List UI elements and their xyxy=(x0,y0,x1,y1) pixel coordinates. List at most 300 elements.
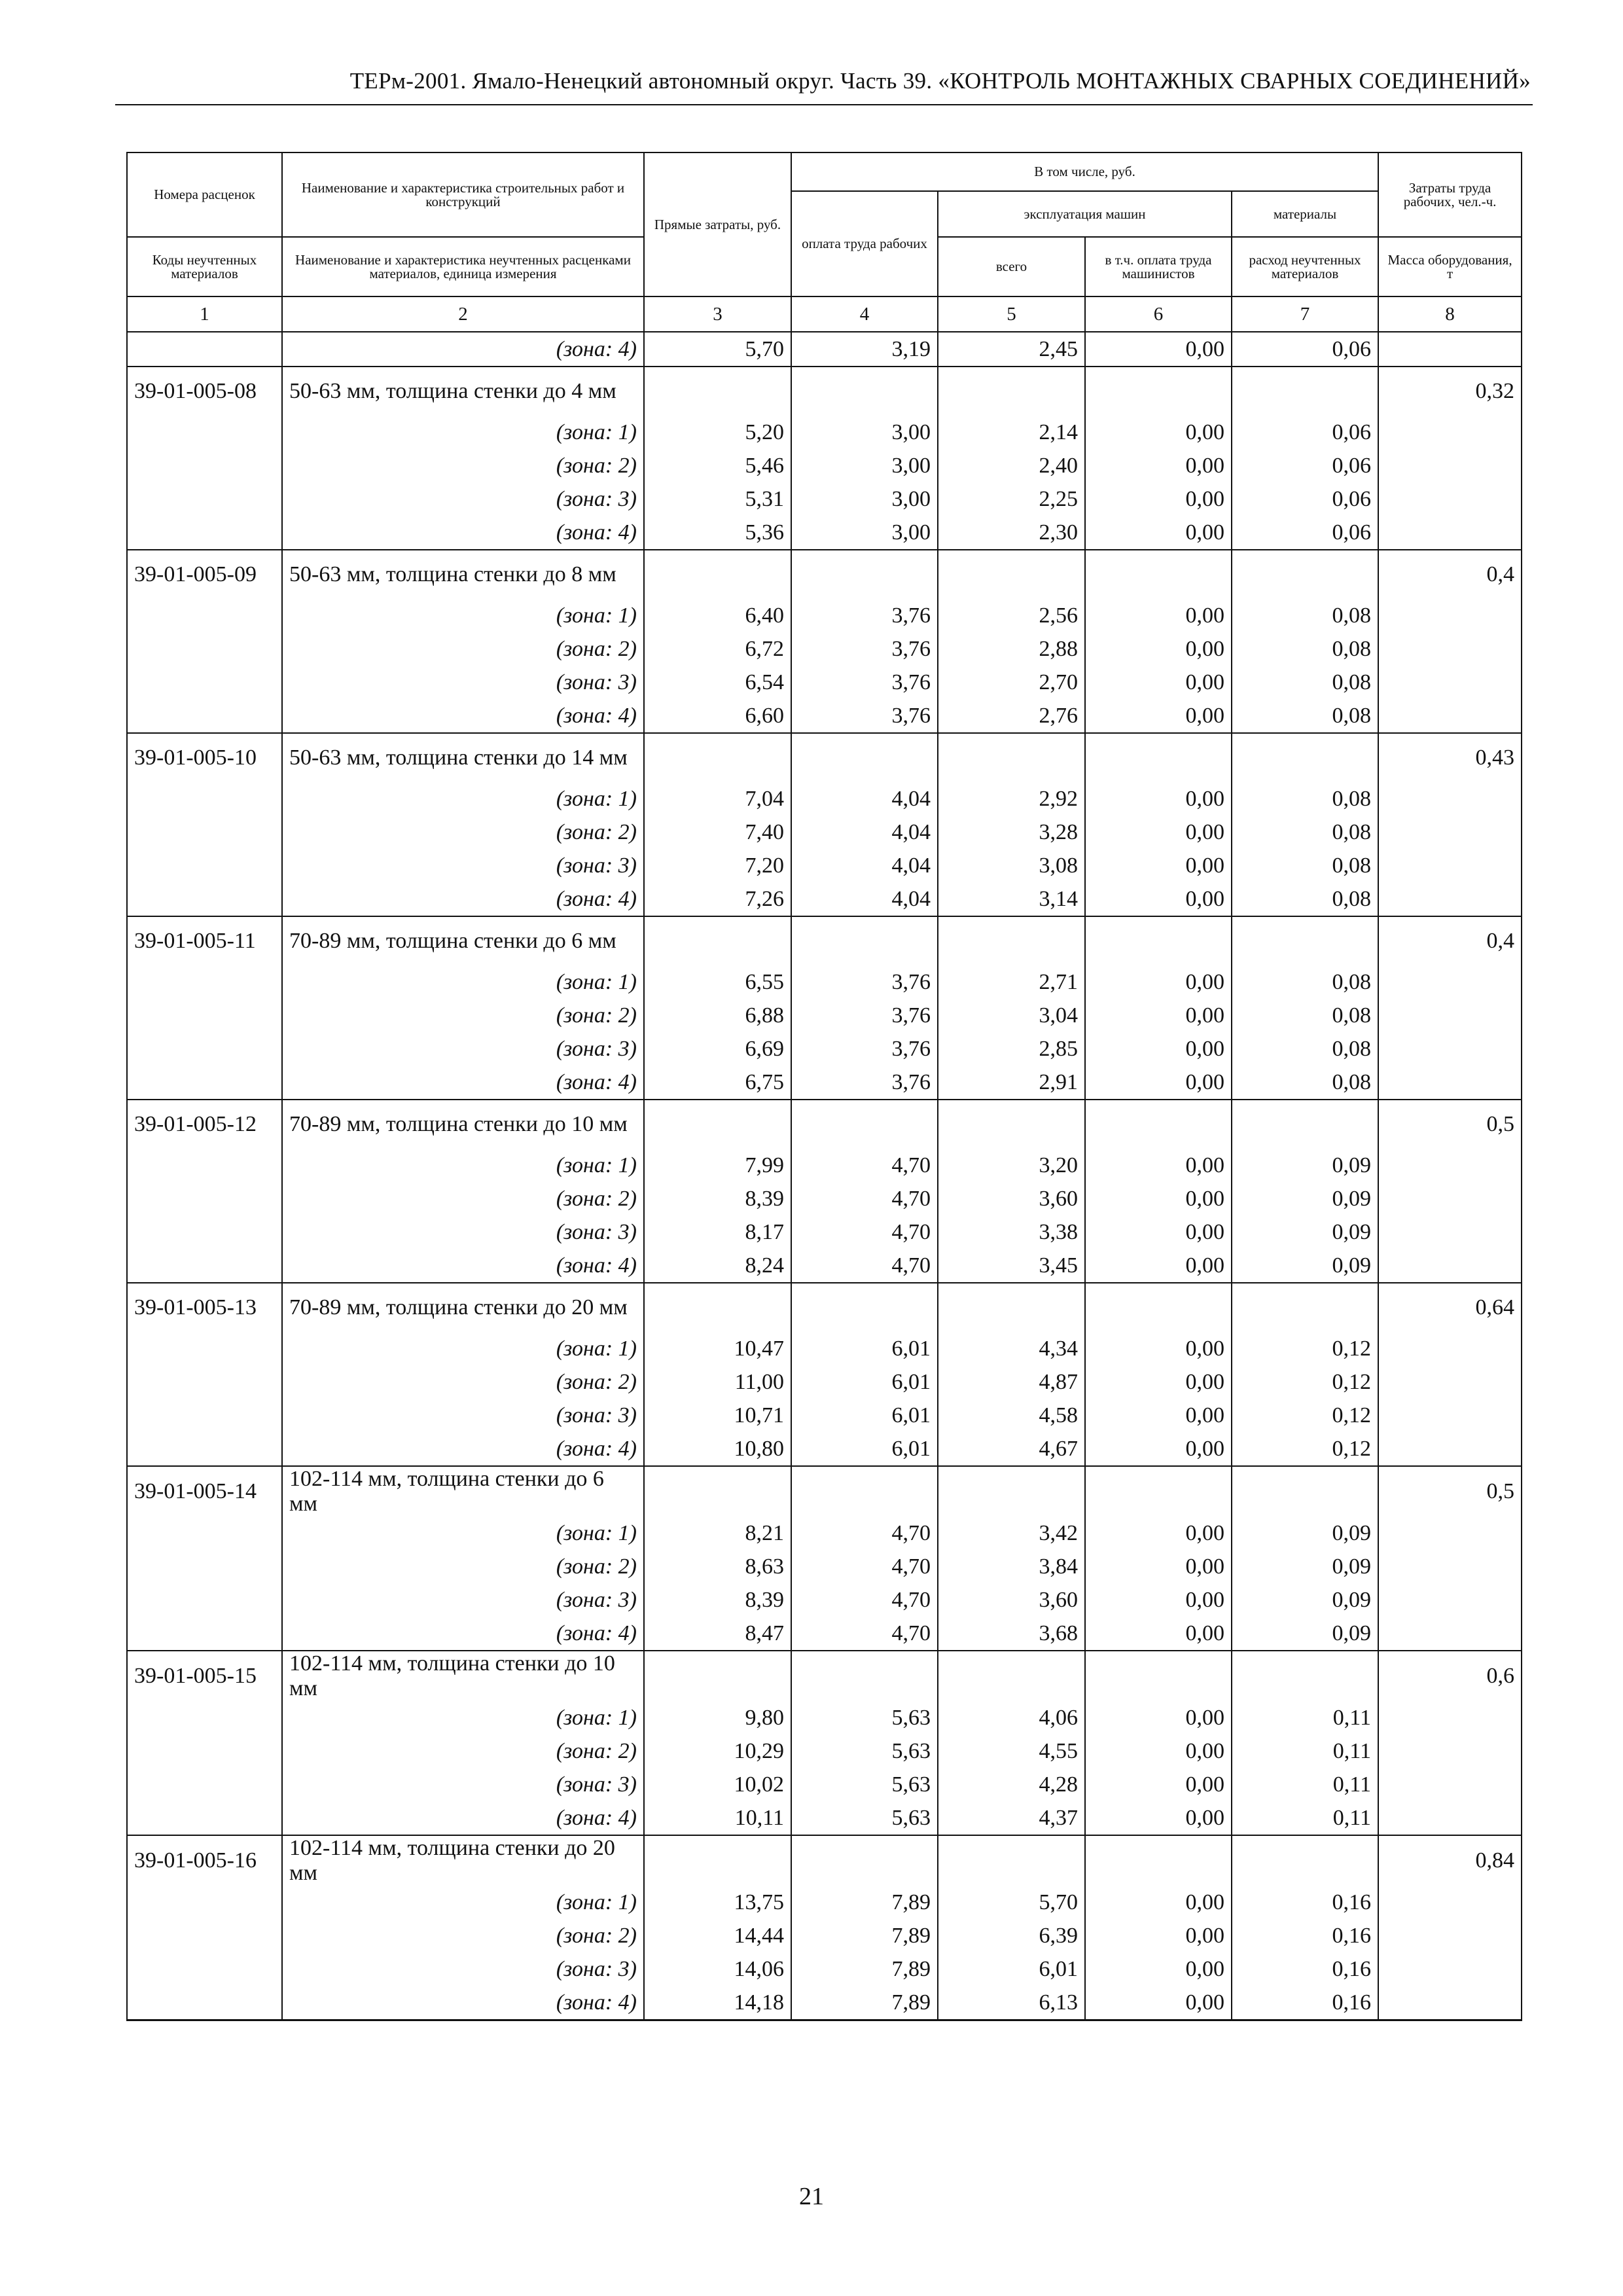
cell-labor-pay: 6,01 xyxy=(791,1365,938,1399)
cell-labor-hours xyxy=(1378,1768,1522,1801)
cell-labor-pay: 6,01 xyxy=(791,1432,938,1466)
cell-labor-hours xyxy=(1378,1032,1522,1066)
cell-materials: 0,12 xyxy=(1232,1332,1378,1365)
table-row-zone xyxy=(127,816,1522,849)
cell-direct-cost: 10,29 xyxy=(644,1734,791,1768)
cell-labor-pay: 4,04 xyxy=(791,849,938,882)
table-row-zone xyxy=(127,882,1522,916)
cell-zone: (зона: 1) xyxy=(282,1701,644,1734)
table-row-rate xyxy=(127,916,1522,965)
table-row xyxy=(127,332,1522,367)
cell-machines-total: 6,01 xyxy=(938,1952,1085,1986)
cell-direct-cost: 14,06 xyxy=(644,1952,791,1986)
header-col2-bottom: Наименование и характеристика неучтенных расценками материалов, единица измерения xyxy=(282,237,644,296)
cell-work-name: 70-89 мм, толщина стенки до 6 мм xyxy=(282,916,644,965)
cell-machines-total: 6,13 xyxy=(938,1986,1085,2020)
table-row-rate xyxy=(127,1100,1522,1149)
cell-labor-hours xyxy=(1378,816,1522,849)
cell-machines-total: 3,28 xyxy=(938,816,1085,849)
cell-direct-cost: 10,02 xyxy=(644,1768,791,1801)
cell-zone: (зона: 4) xyxy=(282,1801,644,1835)
cell-labor-pay: 3,76 xyxy=(791,632,938,666)
table-row-zone xyxy=(127,632,1522,666)
cell-labor-hours xyxy=(1378,1919,1522,1952)
cell-labor-pay xyxy=(791,1283,938,1332)
cell-direct-cost xyxy=(644,550,791,599)
cell-direct-cost: 13,75 xyxy=(644,1886,791,1919)
cell-labor-pay: 6,01 xyxy=(791,1399,938,1432)
cell-zone: (зона: 4) xyxy=(282,882,644,916)
cell-labor-hours xyxy=(1378,516,1522,550)
cell-labor-pay: 5,63 xyxy=(791,1701,938,1734)
cell-machines-total xyxy=(938,550,1085,599)
cell-materials: 0,16 xyxy=(1232,1919,1378,1952)
cell-zone: (зона: 3) xyxy=(282,1583,644,1617)
cell-materials: 0,09 xyxy=(1232,1550,1378,1583)
cell-rate-code: 39-01-005-13 xyxy=(127,1283,282,1332)
cell-labor-hours xyxy=(1378,782,1522,816)
cell-labor-hours: 0,4 xyxy=(1378,550,1522,599)
cell-direct-cost: 6,60 xyxy=(644,699,791,733)
cell-materials xyxy=(1232,1466,1378,1516)
cell-code xyxy=(127,516,282,550)
cell-code xyxy=(127,1149,282,1182)
cell-code xyxy=(127,882,282,916)
cell-labor-hours: 0,5 xyxy=(1378,1100,1522,1149)
cell-machines-total: 2,92 xyxy=(938,782,1085,816)
cell-machines-total: 3,68 xyxy=(938,1617,1085,1651)
cell-code xyxy=(127,1516,282,1550)
cell-direct-cost: 9,80 xyxy=(644,1701,791,1734)
cell-code xyxy=(127,599,282,632)
cell-direct-cost xyxy=(644,733,791,782)
cell-machines-total: 2,85 xyxy=(938,1032,1085,1066)
cell-machines-total: 3,14 xyxy=(938,882,1085,916)
cell-machinist-pay: 0,00 xyxy=(1085,416,1232,449)
cell-machinist-pay: 0,00 xyxy=(1085,516,1232,550)
cell-materials: 0,16 xyxy=(1232,1986,1378,2020)
cell-labor-hours xyxy=(1378,1886,1522,1919)
column-number: 2 xyxy=(282,296,644,332)
cell-labor-pay xyxy=(791,1835,938,1886)
cell-labor-pay xyxy=(791,1100,938,1149)
cell-code xyxy=(127,632,282,666)
cell-direct-cost: 6,88 xyxy=(644,999,791,1032)
cell-machinist-pay: 0,00 xyxy=(1085,1432,1232,1466)
header-col2-top: Наименование и характеристика строительных работ и конструкций xyxy=(282,152,644,237)
cell-materials xyxy=(1232,916,1378,965)
cell-materials xyxy=(1232,550,1378,599)
header-col8-top: Затраты труда рабочих, чел.-ч. xyxy=(1378,152,1522,237)
cell-materials: 0,08 xyxy=(1232,666,1378,699)
cell-machines-total: 2,88 xyxy=(938,632,1085,666)
cell-materials: 0,16 xyxy=(1232,1952,1378,1986)
cell-machinist-pay: 0,00 xyxy=(1085,816,1232,849)
cell-code xyxy=(127,666,282,699)
cell-labor-hours xyxy=(1378,332,1522,367)
cell-materials: 0,09 xyxy=(1232,1516,1378,1550)
cell-direct-cost: 8,21 xyxy=(644,1516,791,1550)
cell-zone: (зона: 2) xyxy=(282,1734,644,1768)
cell-zone: (зона: 3) xyxy=(282,1952,644,1986)
cell-machines-total xyxy=(938,1466,1085,1516)
cell-direct-cost: 5,46 xyxy=(644,449,791,482)
cell-machines-total xyxy=(938,733,1085,782)
cell-direct-cost: 7,99 xyxy=(644,1149,791,1182)
cell-code xyxy=(127,1952,282,1986)
cell-direct-cost: 14,44 xyxy=(644,1919,791,1952)
cell-code xyxy=(127,1365,282,1399)
cell-labor-hours xyxy=(1378,1734,1522,1768)
table-row-zone xyxy=(127,965,1522,999)
table-row-zone xyxy=(127,1365,1522,1399)
cell-labor-pay: 3,76 xyxy=(791,699,938,733)
table-header xyxy=(127,152,1522,332)
cell-machines-total: 3,42 xyxy=(938,1516,1085,1550)
table-row-zone xyxy=(127,1801,1522,1835)
header-col4: оплата труда рабочих xyxy=(791,191,938,296)
cell-labor-hours: 0,43 xyxy=(1378,733,1522,782)
table-row-zone xyxy=(127,849,1522,882)
cell-labor-pay: 4,04 xyxy=(791,882,938,916)
cell-machinist-pay: 0,00 xyxy=(1085,332,1232,367)
cell-code xyxy=(127,1032,282,1066)
cell-direct-cost: 7,40 xyxy=(644,816,791,849)
cell-machines-total xyxy=(938,1283,1085,1332)
header-col5: всего xyxy=(938,237,1085,296)
cell-rate-code: 39-01-005-10 xyxy=(127,733,282,782)
cell-machinist-pay: 0,00 xyxy=(1085,1149,1232,1182)
cell-labor-pay: 4,04 xyxy=(791,782,938,816)
table-row-rate xyxy=(127,733,1522,782)
cell-zone: (зона: 2) xyxy=(282,816,644,849)
cell-machines-total: 2,40 xyxy=(938,449,1085,482)
cell-code xyxy=(127,1215,282,1249)
table-row-zone xyxy=(127,1617,1522,1651)
cell-direct-cost: 7,26 xyxy=(644,882,791,916)
table-row-rate xyxy=(127,550,1522,599)
cell-machines-total: 2,14 xyxy=(938,416,1085,449)
table-row-rate xyxy=(127,1835,1522,1886)
cell-direct-cost: 5,20 xyxy=(644,416,791,449)
cell-zone: (зона: 1) xyxy=(282,1516,644,1550)
cell-materials: 0,06 xyxy=(1232,449,1378,482)
cell-machinist-pay: 0,00 xyxy=(1085,1182,1232,1215)
cell-machinist-pay: 0,00 xyxy=(1085,699,1232,733)
cell-machines-total: 3,20 xyxy=(938,1149,1085,1182)
cell-labor-hours xyxy=(1378,965,1522,999)
cell-labor-hours xyxy=(1378,1249,1522,1283)
cell-direct-cost: 8,17 xyxy=(644,1215,791,1249)
cell-labor-pay: 4,70 xyxy=(791,1550,938,1583)
cell-work-name: 50-63 мм, толщина стенки до 4 мм xyxy=(282,367,644,416)
cell-labor-pay: 3,00 xyxy=(791,516,938,550)
table-row-zone xyxy=(127,1701,1522,1734)
cell-zone: (зона: 4) xyxy=(282,1617,644,1651)
header-col1-bottom: Коды неучтенных материалов xyxy=(127,237,282,296)
table-row-zone xyxy=(127,1550,1522,1583)
cell-machinist-pay: 0,00 xyxy=(1085,782,1232,816)
cell-machines-total xyxy=(938,916,1085,965)
cell-machinist-pay: 0,00 xyxy=(1085,482,1232,516)
cell-machines-total: 2,70 xyxy=(938,666,1085,699)
table-row-zone xyxy=(127,1149,1522,1182)
cell-machines-total: 2,56 xyxy=(938,599,1085,632)
cell-labor-hours xyxy=(1378,1952,1522,1986)
cell-machinist-pay: 0,00 xyxy=(1085,965,1232,999)
cell-labor-pay: 4,04 xyxy=(791,816,938,849)
cell-machinist-pay xyxy=(1085,367,1232,416)
table-body xyxy=(127,332,1522,2020)
cell-code xyxy=(127,1986,282,2020)
cell-machinist-pay: 0,00 xyxy=(1085,1032,1232,1066)
document-header-title: ТЕРм-2001. Ямало-Ненецкий автономный округ. Часть 39. «КОНТРОЛЬ МОНТАЖНЫХ СВАРНЫХ СОЕДИНЕНИЙ» xyxy=(349,68,1531,94)
cell-labor-hours xyxy=(1378,1332,1522,1365)
cell-machinist-pay: 0,00 xyxy=(1085,1886,1232,1919)
cell-materials xyxy=(1232,367,1378,416)
cell-direct-cost: 10,47 xyxy=(644,1332,791,1365)
cell-labor-hours: 0,64 xyxy=(1378,1283,1522,1332)
cell-direct-cost: 5,31 xyxy=(644,482,791,516)
cell-machines-total: 2,91 xyxy=(938,1066,1085,1100)
cell-materials: 0,16 xyxy=(1232,1886,1378,1919)
cell-code xyxy=(127,1734,282,1768)
cell-rate-code: 39-01-005-15 xyxy=(127,1651,282,1701)
cell-machinist-pay: 0,00 xyxy=(1085,1801,1232,1835)
cell-labor-pay: 7,89 xyxy=(791,1986,938,2020)
table-row-zone xyxy=(127,1986,1522,2020)
table-row-zone xyxy=(127,1516,1522,1550)
cell-machinist-pay xyxy=(1085,1283,1232,1332)
cell-code xyxy=(127,1066,282,1100)
cell-zone: (зона: 1) xyxy=(282,1332,644,1365)
cell-machines-total: 3,04 xyxy=(938,999,1085,1032)
cell-machines-total: 2,76 xyxy=(938,699,1085,733)
cell-labor-hours xyxy=(1378,849,1522,882)
cell-machinist-pay: 0,00 xyxy=(1085,1952,1232,1986)
cell-direct-cost: 8,39 xyxy=(644,1583,791,1617)
cell-direct-cost xyxy=(644,1466,791,1516)
cell-code xyxy=(127,1399,282,1432)
cell-code xyxy=(127,1583,282,1617)
cell-direct-cost: 10,11 xyxy=(644,1801,791,1835)
cell-direct-cost: 6,75 xyxy=(644,1066,791,1100)
cell-materials: 0,11 xyxy=(1232,1768,1378,1801)
cell-zone: (зона: 2) xyxy=(282,1182,644,1215)
cell-labor-pay: 7,89 xyxy=(791,1952,938,1986)
cell-machinist-pay: 0,00 xyxy=(1085,599,1232,632)
cell-labor-hours xyxy=(1378,482,1522,516)
cell-machinist-pay: 0,00 xyxy=(1085,1734,1232,1768)
cell-labor-hours xyxy=(1378,449,1522,482)
cell-labor-pay: 3,76 xyxy=(791,965,938,999)
cell-labor-pay: 4,70 xyxy=(791,1249,938,1283)
cell-code xyxy=(127,1919,282,1952)
table-row-zone xyxy=(127,1583,1522,1617)
cell-labor-hours xyxy=(1378,1617,1522,1651)
cell-machinist-pay xyxy=(1085,733,1232,782)
header-including: В том числе, руб. xyxy=(791,152,1378,191)
cell-code xyxy=(127,482,282,516)
cell-materials: 0,12 xyxy=(1232,1365,1378,1399)
cell-machinist-pay: 0,00 xyxy=(1085,1768,1232,1801)
cell-materials: 0,09 xyxy=(1232,1182,1378,1215)
cell-labor-pay: 5,63 xyxy=(791,1801,938,1835)
table-row-zone xyxy=(127,1399,1522,1432)
cell-code xyxy=(127,699,282,733)
column-number: 6 xyxy=(1085,296,1232,332)
cell-zone: (зона: 3) xyxy=(282,666,644,699)
cell-zone: (зона: 2) xyxy=(282,1919,644,1952)
cell-code xyxy=(127,1701,282,1734)
cell-machinist-pay: 0,00 xyxy=(1085,632,1232,666)
cell-labor-pay xyxy=(791,1466,938,1516)
cell-code xyxy=(127,1182,282,1215)
table-row-rate xyxy=(127,1466,1522,1516)
cell-machinist-pay: 0,00 xyxy=(1085,882,1232,916)
cell-machines-total: 4,37 xyxy=(938,1801,1085,1835)
cell-materials: 0,11 xyxy=(1232,1734,1378,1768)
table-row-zone xyxy=(127,1768,1522,1801)
table-row-zone xyxy=(127,1919,1522,1952)
cell-machines-total: 4,87 xyxy=(938,1365,1085,1399)
cell-zone: (зона: 3) xyxy=(282,849,644,882)
cell-labor-hours xyxy=(1378,1801,1522,1835)
column-number: 1 xyxy=(127,296,282,332)
cell-materials xyxy=(1232,1283,1378,1332)
cell-direct-cost: 6,54 xyxy=(644,666,791,699)
header-col3: Прямые затраты, руб. xyxy=(644,152,791,296)
cell-labor-hours xyxy=(1378,632,1522,666)
cell-direct-cost: 14,18 xyxy=(644,1986,791,2020)
table-row-zone xyxy=(127,1032,1522,1066)
cell-work-name: 102-114 мм, толщина стенки до 10 мм xyxy=(282,1651,644,1701)
cell-rate-code: 39-01-005-14 xyxy=(127,1466,282,1516)
cell-machines-total: 4,67 xyxy=(938,1432,1085,1466)
cell-rate-code: 39-01-005-16 xyxy=(127,1835,282,1886)
cell-direct-cost: 7,20 xyxy=(644,849,791,882)
cell-labor-hours xyxy=(1378,1215,1522,1249)
cell-zone: (зона: 1) xyxy=(282,416,644,449)
table-row-zone xyxy=(127,782,1522,816)
cell-materials: 0,06 xyxy=(1232,516,1378,550)
cell-machines-total xyxy=(938,367,1085,416)
cell-materials: 0,12 xyxy=(1232,1432,1378,1466)
cell-machinist-pay: 0,00 xyxy=(1085,449,1232,482)
cell-machinist-pay: 0,00 xyxy=(1085,1516,1232,1550)
table-row-rate xyxy=(127,1651,1522,1701)
cell-materials: 0,08 xyxy=(1232,999,1378,1032)
cell-materials: 0,12 xyxy=(1232,1399,1378,1432)
cell-code xyxy=(127,416,282,449)
cell-labor-pay: 7,89 xyxy=(791,1919,938,1952)
cell-labor-pay: 3,00 xyxy=(791,449,938,482)
cell-zone: (зона: 4) xyxy=(282,1986,644,2020)
cell-machinist-pay xyxy=(1085,550,1232,599)
cell-labor-pay: 4,70 xyxy=(791,1617,938,1651)
table-row-zone xyxy=(127,1249,1522,1283)
cell-labor-hours xyxy=(1378,1550,1522,1583)
cell-materials: 0,06 xyxy=(1232,332,1378,367)
cell-labor-pay: 4,70 xyxy=(791,1215,938,1249)
cell-machinist-pay xyxy=(1085,1100,1232,1149)
header-col6: в т.ч. оплата труда машинистов xyxy=(1085,237,1232,296)
cell-labor-hours: 0,84 xyxy=(1378,1835,1522,1886)
cell-zone: (зона: 4) xyxy=(282,1066,644,1100)
price-table xyxy=(126,152,1522,2021)
cell-labor-pay: 3,76 xyxy=(791,599,938,632)
cell-machinist-pay: 0,00 xyxy=(1085,1583,1232,1617)
cell-machinist-pay: 0,00 xyxy=(1085,1986,1232,2020)
header-rule xyxy=(115,104,1533,105)
cell-code xyxy=(127,782,282,816)
cell-labor-hours xyxy=(1378,882,1522,916)
cell-machinist-pay: 0,00 xyxy=(1085,666,1232,699)
cell-code xyxy=(127,1332,282,1365)
cell-code xyxy=(127,849,282,882)
table-row-zone xyxy=(127,1182,1522,1215)
cell-code xyxy=(127,449,282,482)
cell-labor-hours xyxy=(1378,1986,1522,2020)
cell-machinist-pay: 0,00 xyxy=(1085,1550,1232,1583)
cell-machines-total: 3,45 xyxy=(938,1249,1085,1283)
cell-materials xyxy=(1232,1100,1378,1149)
cell-zone: (зона: 1) xyxy=(282,782,644,816)
cell-materials: 0,08 xyxy=(1232,1066,1378,1100)
cell-machinist-pay: 0,00 xyxy=(1085,1399,1232,1432)
cell-direct-cost xyxy=(644,1100,791,1149)
cell-labor-pay xyxy=(791,367,938,416)
cell-labor-hours xyxy=(1378,1583,1522,1617)
cell-machines-total: 2,45 xyxy=(938,332,1085,367)
cell-labor-hours xyxy=(1378,599,1522,632)
cell-materials: 0,08 xyxy=(1232,1032,1378,1066)
table-row-zone xyxy=(127,482,1522,516)
cell-zone: (зона: 2) xyxy=(282,999,644,1032)
cell-machinist-pay: 0,00 xyxy=(1085,1066,1232,1100)
cell-machinist-pay: 0,00 xyxy=(1085,849,1232,882)
table-row-zone xyxy=(127,1332,1522,1365)
cell-machines-total: 3,84 xyxy=(938,1550,1085,1583)
cell-code xyxy=(127,999,282,1032)
cell-machines-total: 3,60 xyxy=(938,1583,1085,1617)
cell-direct-cost: 10,80 xyxy=(644,1432,791,1466)
cell-rate-code: 39-01-005-11 xyxy=(127,916,282,965)
cell-materials xyxy=(1232,1651,1378,1701)
cell-labor-pay xyxy=(791,1651,938,1701)
cell-labor-hours xyxy=(1378,1701,1522,1734)
cell-direct-cost xyxy=(644,1283,791,1332)
cell-labor-hours xyxy=(1378,1516,1522,1550)
cell-machinist-pay: 0,00 xyxy=(1085,1919,1232,1952)
cell-labor-hours: 0,5 xyxy=(1378,1466,1522,1516)
cell-code xyxy=(127,1432,282,1466)
header-materials: материалы xyxy=(1232,191,1378,237)
cell-code xyxy=(127,1801,282,1835)
cell-zone: (зона: 1) xyxy=(282,599,644,632)
cell-code xyxy=(127,1550,282,1583)
cell-direct-cost: 7,04 xyxy=(644,782,791,816)
cell-materials: 0,11 xyxy=(1232,1801,1378,1835)
cell-machines-total: 4,28 xyxy=(938,1768,1085,1801)
cell-zone: (зона: 1) xyxy=(282,1886,644,1919)
cell-machines-total xyxy=(938,1100,1085,1149)
cell-code xyxy=(127,1886,282,1919)
cell-zone: (зона: 2) xyxy=(282,632,644,666)
cell-labor-hours xyxy=(1378,416,1522,449)
cell-direct-cost xyxy=(644,1651,791,1701)
cell-work-name: 70-89 мм, толщина стенки до 20 мм xyxy=(282,1283,644,1332)
